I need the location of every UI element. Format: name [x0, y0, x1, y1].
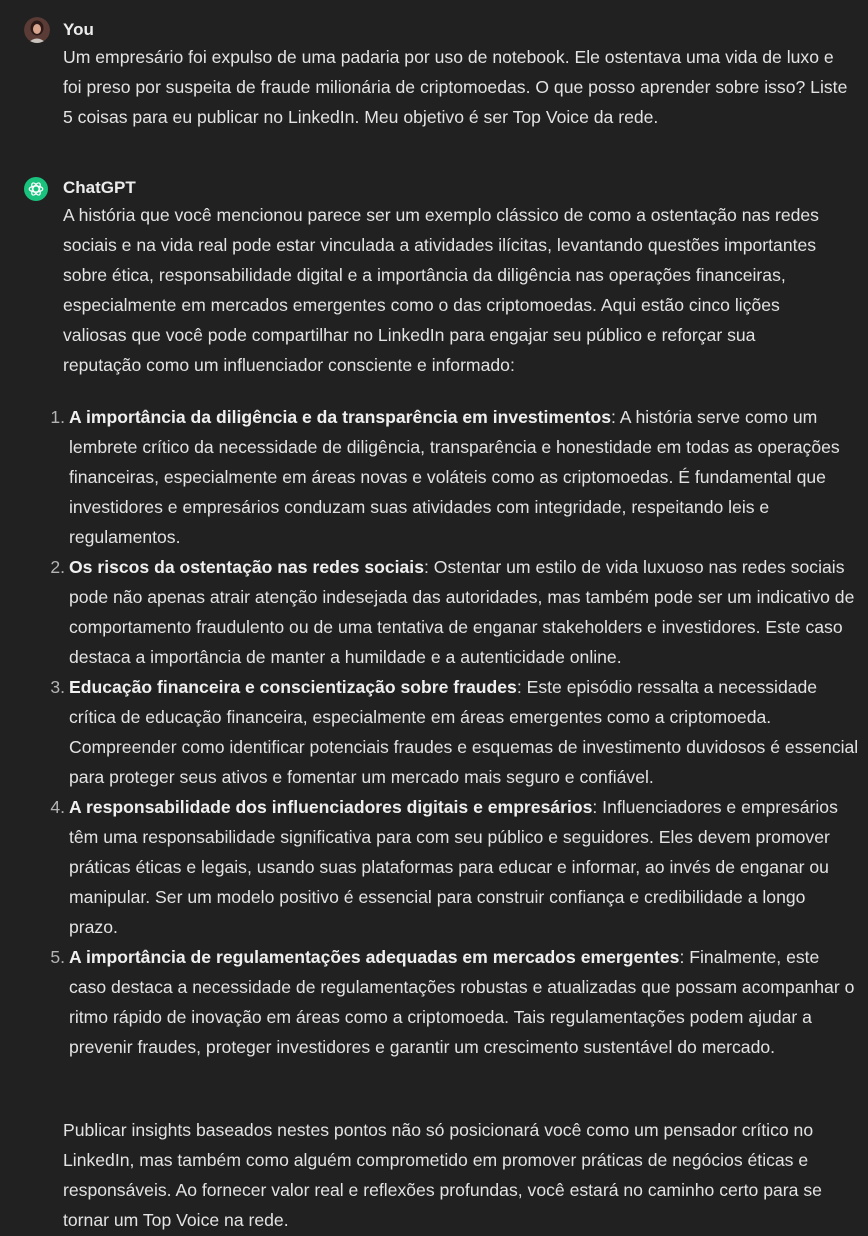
list-item-body: : Ostentar um estilo de vida luxuoso nas redes sociais pode não apenas atrair atenção indesejada das autoridades, mas também pode ser um indicativo de comportamento fraudulento ou de uma tentativa de enganar stakeholders e investidores. Este caso destaca a importância de manter a humildade e a autenticidade online.: [69, 557, 855, 667]
lessons-list: [50, 402, 859, 1062]
list-item-number: 2.: [50, 557, 65, 577]
list-item: [50, 792, 859, 942]
list-item-number: 3.: [50, 677, 65, 697]
list-item-title: A responsabilidade dos influenciadores digitais e empresários: [69, 797, 593, 817]
list-item-number: 5.: [50, 947, 65, 967]
assistant-conclusion-text: Publicar insights baseados nestes pontos não só posicionará você como um pensador crítico no LinkedIn, mas também como alguém comprometido em promover práticas de negócios éticas e responsáveis. Ao fornecer valor real e reflexões profundas, você estará no caminho certo para se tornar um Top Voice na rede.: [63, 1120, 822, 1230]
list-item-body: : Influenciadores e empresários têm uma responsabilidade significativa para com seu público e seguidores. Eles devem promover práticas éticas e legais, usando suas plataformas para educar e informar, ao invés de enganar ou manipular. Ser um modelo positivo é essencial para construir confiança e credibilidade a longo prazo.: [69, 797, 838, 937]
list-item-number: 1.: [50, 407, 65, 427]
user-message-text: Um empresário foi expulso de uma padaria por uso de notebook. Ele ostentava uma vida de luxo e foi preso por suspeita de fraude milionária de criptomoedas. O que posso aprender sobre isso? Liste 5 coisas para eu publicar no LinkedIn. Meu objetivo é ser Top Voice da rede.: [63, 47, 848, 127]
list-item-title: Educação financeira e conscientização sobre fraudes: [69, 677, 517, 697]
list-item: [50, 402, 859, 552]
openai-logo-icon: [24, 177, 48, 201]
assistant-author-name: ChatGPT: [63, 178, 136, 197]
assistant-intro-text: A história que você mencionou parece ser um exemplo clássico de como a ostentação nas redes sociais e na vida real pode estar vinculada a atividades ilícitas, levantando questões importantes sobre ética, responsabilidade digital e a importância da diligência nas operações financeiras, especialmente em mercados emergentes como o das criptomoedas. Aqui estão cinco lições valiosas que você pode compartilhar no LinkedIn para engajar seu público e reforçar sua reputação como um influenciador consciente e informado:: [63, 205, 819, 375]
openai-knot-icon: [27, 180, 45, 198]
list-item-title: Os riscos da ostentação nas redes sociais: [69, 557, 424, 577]
list-item-title: A importância da diligência e da transparência em investimentos: [69, 407, 611, 427]
user-avatar[interactable]: [24, 17, 50, 43]
list-item: [50, 552, 859, 672]
user-author-name: You: [63, 20, 94, 39]
list-item: [50, 672, 859, 792]
list-item-body: : Finalmente, este caso destaca a necessidade de regulamentações robustas e atualizadas que possam acompanhar o ritmo rápido de inovação em áreas como a criptomoeda. Tais regulamentações podem ajudar a prevenir fraudes, proteger investidores e garantir um crescimento sustentável do mercado.: [69, 947, 855, 1057]
list-item-title: A importância de regulamentações adequadas em mercados emergentes: [69, 947, 680, 967]
list-item-body: : Este episódio ressalta a necessidade crítica de educação financeira, especialmente em áreas emergentes como a criptomoeda. Compreender como identificar potenciais fraudes e esquemas de investimento duvidosos é essencial para proteger seus ativos e fomentar um mercado mais seguro e confiável.: [69, 677, 859, 787]
list-item-number: 4.: [50, 797, 65, 817]
list-item-body: : A história serve como um lembrete crítico da necessidade de diligência, transparência e honestidade em todas as operações financeiras, especialmente em áreas novas e voláteis como as criptomoedas. É fundamental que investidores e empresários conduzam suas atividades com integridade, respeitando leis e regulamentos.: [69, 407, 840, 547]
list-item: [50, 942, 859, 1062]
user-avatar-icon: [24, 17, 50, 43]
